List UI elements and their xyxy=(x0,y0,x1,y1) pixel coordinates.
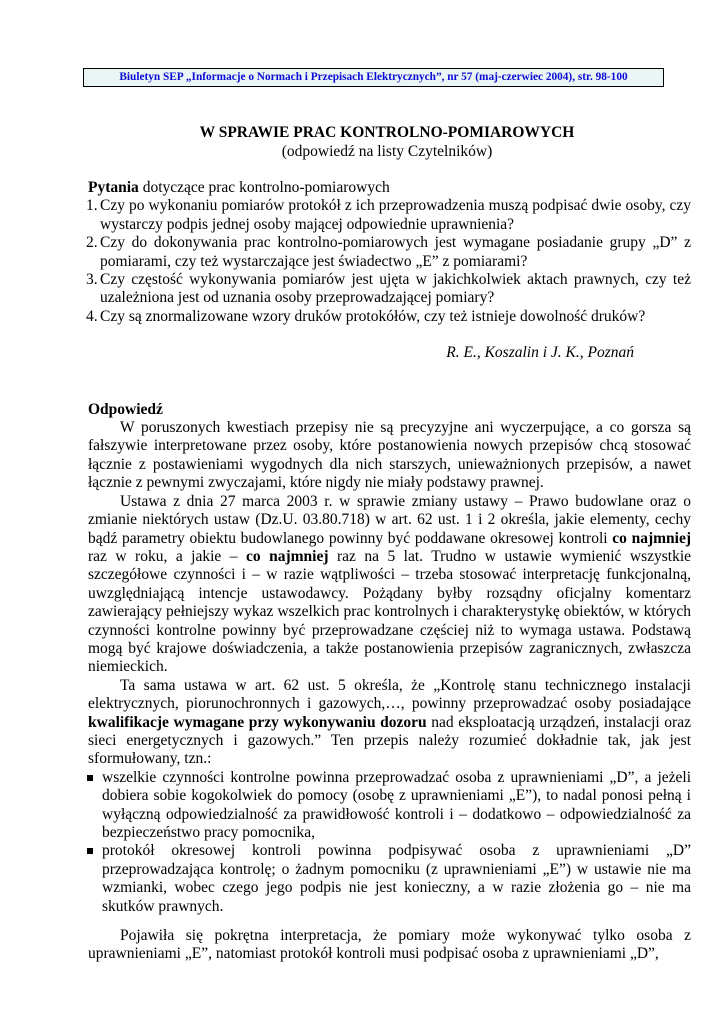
questions-heading xyxy=(88,179,691,197)
square-bullet-icon xyxy=(87,775,93,781)
bullet-item xyxy=(88,842,691,916)
question-item xyxy=(88,308,691,326)
question-number: 2. xyxy=(86,234,98,252)
question-text: Czy do dokonywania prac kontrolno-pomiarowych jest wymagane posiadanie grupy „D” z pomiarami, czy też wystarczające jest świadectwo „E” z pomiarami? xyxy=(100,234,691,270)
question-number: 1. xyxy=(86,197,98,215)
question-number: 4. xyxy=(86,307,98,325)
question-text: Czy są znormalizowane wzory druków protokółów, czy też istnieje dowolność druków? xyxy=(100,307,646,325)
answer-paragraph-1: W poruszonych kwestiach przepisy nie są precyzyjne ani wyczerpujące, a co gorsza są fałszywie interpretowane przez osoby, które postanowienia nowych przepisów chcą stosować łącznie z postawieniami wygodnych dla nich starszych, unieważnionych przepisów, a nawet łącznie z pewnymi zwyczajami, które nigdy nie miały podstawy prawnej. xyxy=(88,419,691,492)
p2-emphasis-1: co najmniej xyxy=(612,529,691,547)
question-item xyxy=(88,234,691,271)
bullet-list xyxy=(88,769,691,916)
bullet-text: wszelkie czynności kontrolne powinna przeprowadzać osoba z uprawnieniami „D”, a jeżeli dobiera sobie kogokolwiek do pomocy (osobę z uprawnieniami „E”), to nadal ponosi pełną i wyłączną odpowiedzialność za prawidłowość kontroli i – dodatkowo – odpowiedzialność za bezpieczeństwo pracy pomocnika, xyxy=(102,768,691,841)
questions-heading-bold: Pytania xyxy=(88,179,139,196)
p3-emphasis: kwalifikacje wymagane przy wykonywaniu dozoru xyxy=(88,713,427,731)
article-subtitle: (odpowiedź na listy Czytelników) xyxy=(281,143,493,160)
p2-text-a: Ustawa z dnia 27 marca 2003 r. w sprawie zmiany ustawy – Prawo budowlane oraz o zmianie niektórych ustaw (Dz.U. 03.80.718) w art. 62 ust. 1 i 2 określa, jakie elementy, cechy bądź parametry obiektu budowlanego powinny być poddawane okresowej kontroli xyxy=(88,492,691,547)
p3-text-a: Ta sama ustawa w art. 62 ust. 5 określa, że „Kontrolę stanu technicznego instalacji elektrycznych, piorunochronnych i gazowych,…, powinny przeprowadzać osoby posiadające xyxy=(88,676,691,713)
p2-emphasis-2: co najmniej xyxy=(245,547,329,565)
question-item xyxy=(88,271,691,308)
p2-text-d: raz na 5 lat. Trudno w ustawie wymienić wszystkie szczegółowe czynności i – w razie wątpliwości – trzeba stosować interpretację funkcjonalną, uwzględniającą intencje ustawodawcy. Pożądany byłby rozsądny oficjalny komentarz zawierający pełniejszy wykaz wszelkich prac kontrolnych i charakterystykę obiektów, w których czynności kontrolne powinny być przeprowadzane częściej niż to wymaga ustawa. Podstawą mogą być krajowe doświadczenia, a także postanowienia przepisów zagranicznych, zwłaszcza niemieckich. xyxy=(88,547,692,676)
questions-list xyxy=(88,197,691,326)
article-title: W SPRAWIE PRAC KONTROLNO-POMIAROWYCH xyxy=(199,124,575,141)
reader-signature: R. E., Koszalin i J. K., Poznań xyxy=(446,344,634,362)
bullet-item xyxy=(88,769,691,843)
p2-text-c: raz w roku, a jakie – xyxy=(88,547,246,565)
question-number: 3. xyxy=(86,271,98,289)
citation-header: Biuletyn SEP „Informacje o Normach i Przepisach Elektrycznych”, nr 57 (maj-czerwiec 2004), str. 98-100 xyxy=(83,68,664,87)
answer-paragraph-4: Pojawiła się pokrętna interpretacja, że pomiary może wykonywać tylko osoba z uprawnieniami „E”, natomiast protokół kontroli musi podpisać osoba z uprawnieniami „D”, xyxy=(88,927,691,963)
article-body xyxy=(88,179,691,964)
bullet-text: protokół okresowej kontroli powinna podpisywać osoba z uprawnieniami „D” przeprowadzająca kontrolę; o żadnym pomocniku (z uprawnieniami „E”) w ustawie nie ma wzmianki, wobec czego jego podpis nie jest konieczny, a w razie złożenia go – nie ma skutków prawnych. xyxy=(102,842,691,915)
answer-paragraph-3 xyxy=(88,677,691,769)
question-text: Czy po wykonaniu pomiarów protokół z ich przeprowadzenia muszą podpisać dwie osoby, czy wystarczy podpis jednej osoby mającej odpowiednie uprawnienia? xyxy=(100,197,691,233)
square-bullet-icon xyxy=(87,848,93,854)
answer-paragraph-2 xyxy=(88,493,691,677)
p3-text-c: nad eksploatacją urządzeń, instalacji oraz sieci energetycznych i gazowych.” Ten przepis należy rozumieć dokładnie tak, jak jest sformułowany, tzn.: xyxy=(88,713,691,768)
answer-heading: Odpowiedź xyxy=(88,400,163,418)
question-text: Czy częstość wykonywania pomiarów jest ujęta w jakichkolwiek aktach prawnych, czy też uzależniona jest od uznania osoby przeprowadzającej pomiary? xyxy=(100,271,691,307)
question-item xyxy=(88,197,691,234)
questions-heading-rest: dotyczące prac kontrolno-pomiarowych xyxy=(138,179,390,196)
